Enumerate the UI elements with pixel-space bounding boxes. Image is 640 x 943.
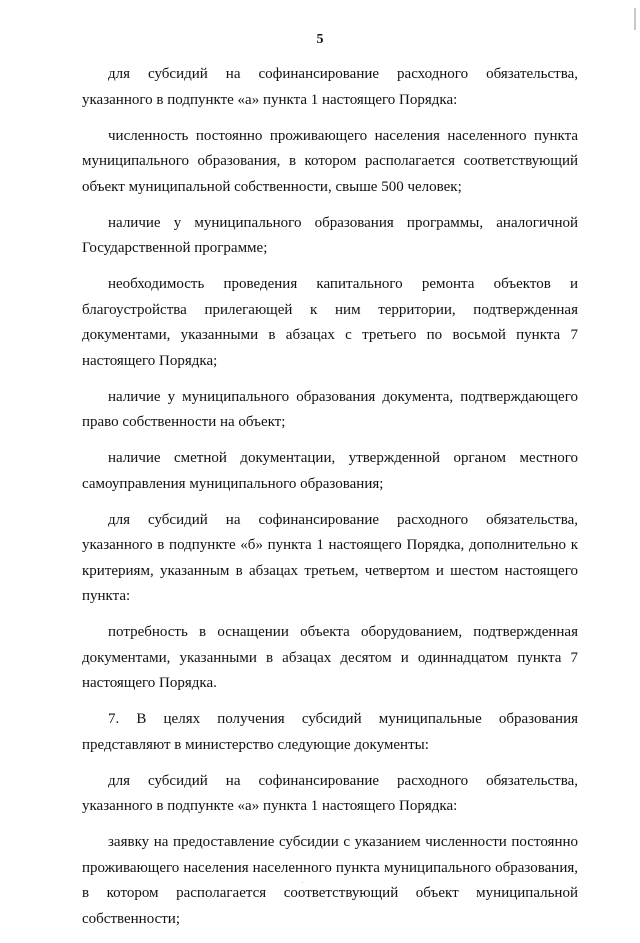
paragraph: наличие у муниципального образования документа, подтверждающего право собственности на объект; (82, 388, 578, 430)
paragraph: наличие сметной документации, утвержденной органом местного самоуправления муниципального образования; (82, 450, 578, 492)
paragraph: наличие у муниципального образования программы, аналогичной Государственной программе; (82, 214, 578, 256)
paragraph: для субсидий на софинансирование расходного обязательства, указанного в подпункте «а» пункта 1 настоящего Порядка: (82, 66, 578, 108)
scan-speck (302, 882, 303, 883)
page-number: 5 (316, 32, 324, 47)
paragraph: для субсидий на софинансирование расходного обязательства, указанного в подпункте «а» пункта 1 настоящего Порядка: (82, 772, 578, 814)
paragraph: необходимость проведения капитального ремонта объектов и благоустройства прилегающей к ним территории, подтвержденная документами, указанными в абзацах с третьего по восьмой пункта 7 настоящего Порядка; (82, 276, 578, 369)
paragraph: потребность в оснащении объекта оборудованием, подтвержденная документами, указанными в абзацах десятом и одиннадцатом пункта 7 настоящего Порядка. (82, 624, 578, 691)
paragraph: для субсидий на софинансирование расходного обязательства, указанного в подпункте «б» пункта 1 настоящего Порядка, дополнительно к критериям, указанным в абзацах третьем, четвертом и шестом настоящего пункта: (82, 511, 578, 604)
scan-edge-mark (634, 8, 636, 30)
paragraph-numbered: 7. В целях получения субсидий муниципальные образования представляют в министерство следующие документы: (82, 711, 578, 753)
paragraph: заявку на предоставление субсидии с указанием численности постоянно проживающего населения населенного пункта муниципального образования, в котором располагается соответствующий объект муниципальной собственности; (82, 834, 578, 927)
document-body (82, 62, 578, 943)
paragraph: численность постоянно проживающего населения населенного пункта муниципального образования, в котором располагается соответствующий объект муниципальной собственности, свыше 500 человек; (82, 127, 578, 195)
